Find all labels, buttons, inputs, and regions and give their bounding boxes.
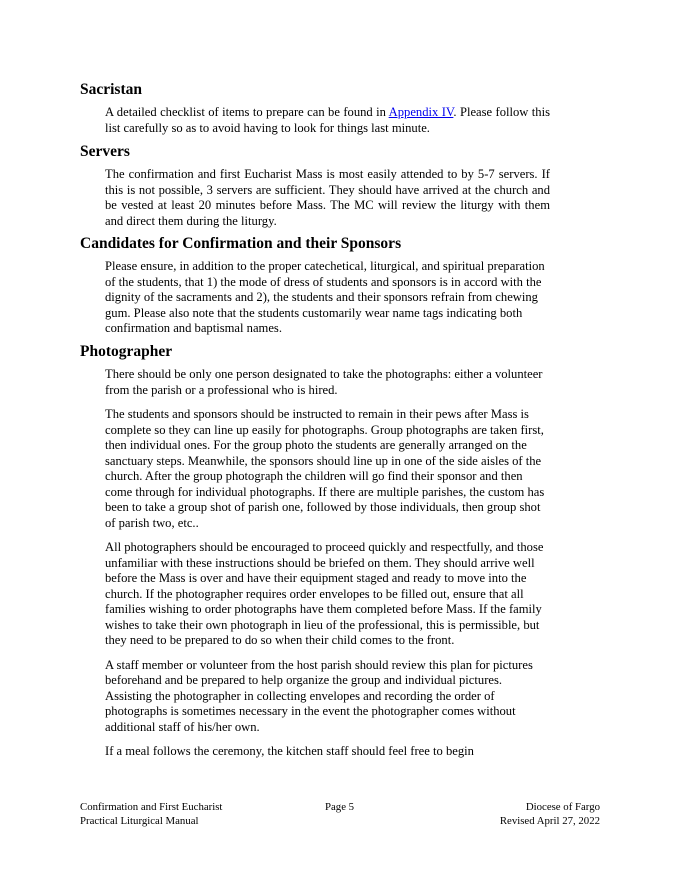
sacristan-text-after: . Please follow this list carefully so as to avoid having to look for things last minute.: [105, 105, 551, 135]
servers-paragraph: The confirmation and first Eucharist Mass is most easily attended to by 5-7 servers. If this is not possible, 3 servers are sufficient. They should have arrived at the church and be vested at least 20 minutes before Mass. The MC will review the liturgy with them and direct them during the liturgy.: [105, 167, 550, 228]
section-candidates: [80, 235, 550, 337]
section-sacristan: [80, 81, 550, 136]
footer-diocese: Diocese of Fargo: [525, 801, 600, 813]
heading-candidates: Candidates for Confirmation and their Sponsors: [80, 235, 402, 252]
footer-page-number: Page 5: [325, 801, 355, 813]
photographer-paragraph-3: All photographers should be encouraged to proceed quickly and respectfully, and those unfamiliar with these instructions should be briefed on them. They should arrive well before the Mass is over and have their equipment staged and ready to move into the church. If the photographer requires order envelopes to be filled out, ensure that all families wishing to order photographs have them completed before Mass. If the family wishes to take their own photograph in lieu of the professional, this is permissible, but they need to be prepared to do so when their child comes to the front.: [105, 540, 544, 647]
footer-manual-subtitle: Practical Liturgical Manual: [80, 814, 199, 827]
footer-revision-date: Revised April 27, 2022: [499, 814, 600, 827]
photographer-paragraph-2: The students and sponsors should be instructed to remain in their pews after Mass is complete so they can line up easily for photographs. Group photographs are taken first, then individual ones. For the group photo the students are generally arranged on the sanctuary steps. Meanwhile, the sponsors should line up in one of the side aisles of the church. After the group photograph the children will go find their sponsor and then come through for individual photographs. If there are multiple parishes, the custom has been to take a group shot of parish one, followed by those individuals, then group shot of parish two, etc..: [105, 407, 545, 530]
photographer-paragraph-1: There should be only one person designated to take the photographs: either a volunteer from the parish or a professional who is hired.: [105, 367, 543, 397]
sacristan-paragraph: [80, 105, 550, 136]
heading-sacristan: Sacristan: [80, 81, 142, 98]
sacristan-text-before: A detailed checklist of items to prepare can be found in: [105, 105, 389, 119]
candidates-paragraph: Please ensure, in addition to the proper catechetical, liturgical, and spiritual preparation of the students, that 1) the mode of dress of students and sponsors is in accord with the dignity of the sacraments and 2), the students and their sponsors refrain from chewing gum. Please also note that the students customarily wear name tags indicating both confirmation and baptismal names.: [105, 259, 545, 335]
heading-photographer: Photographer: [80, 343, 173, 360]
section-photographer: [80, 343, 550, 760]
footer-left: [80, 801, 222, 828]
appendix-iv-link[interactable]: Appendix IV: [388, 105, 454, 119]
footer-manual-title: Confirmation and First Eucharist: [80, 801, 223, 813]
heading-servers: Servers: [80, 143, 130, 160]
photographer-paragraph-4: A staff member or volunteer from the host parish should review this plan for pictures beforehand and be prepared to help organize the group and individual pictures. Assisting the photographer in collecting envelopes and recording the order of photographs is sometimes necessary in the event the photographer comes without additional staff of his/her own.: [105, 657, 533, 734]
photographer-paragraph-5: If a meal follows the ceremony, the kitchen staff should feel free to begin: [105, 744, 474, 758]
footer-right: [500, 801, 600, 828]
section-servers: [80, 143, 550, 229]
